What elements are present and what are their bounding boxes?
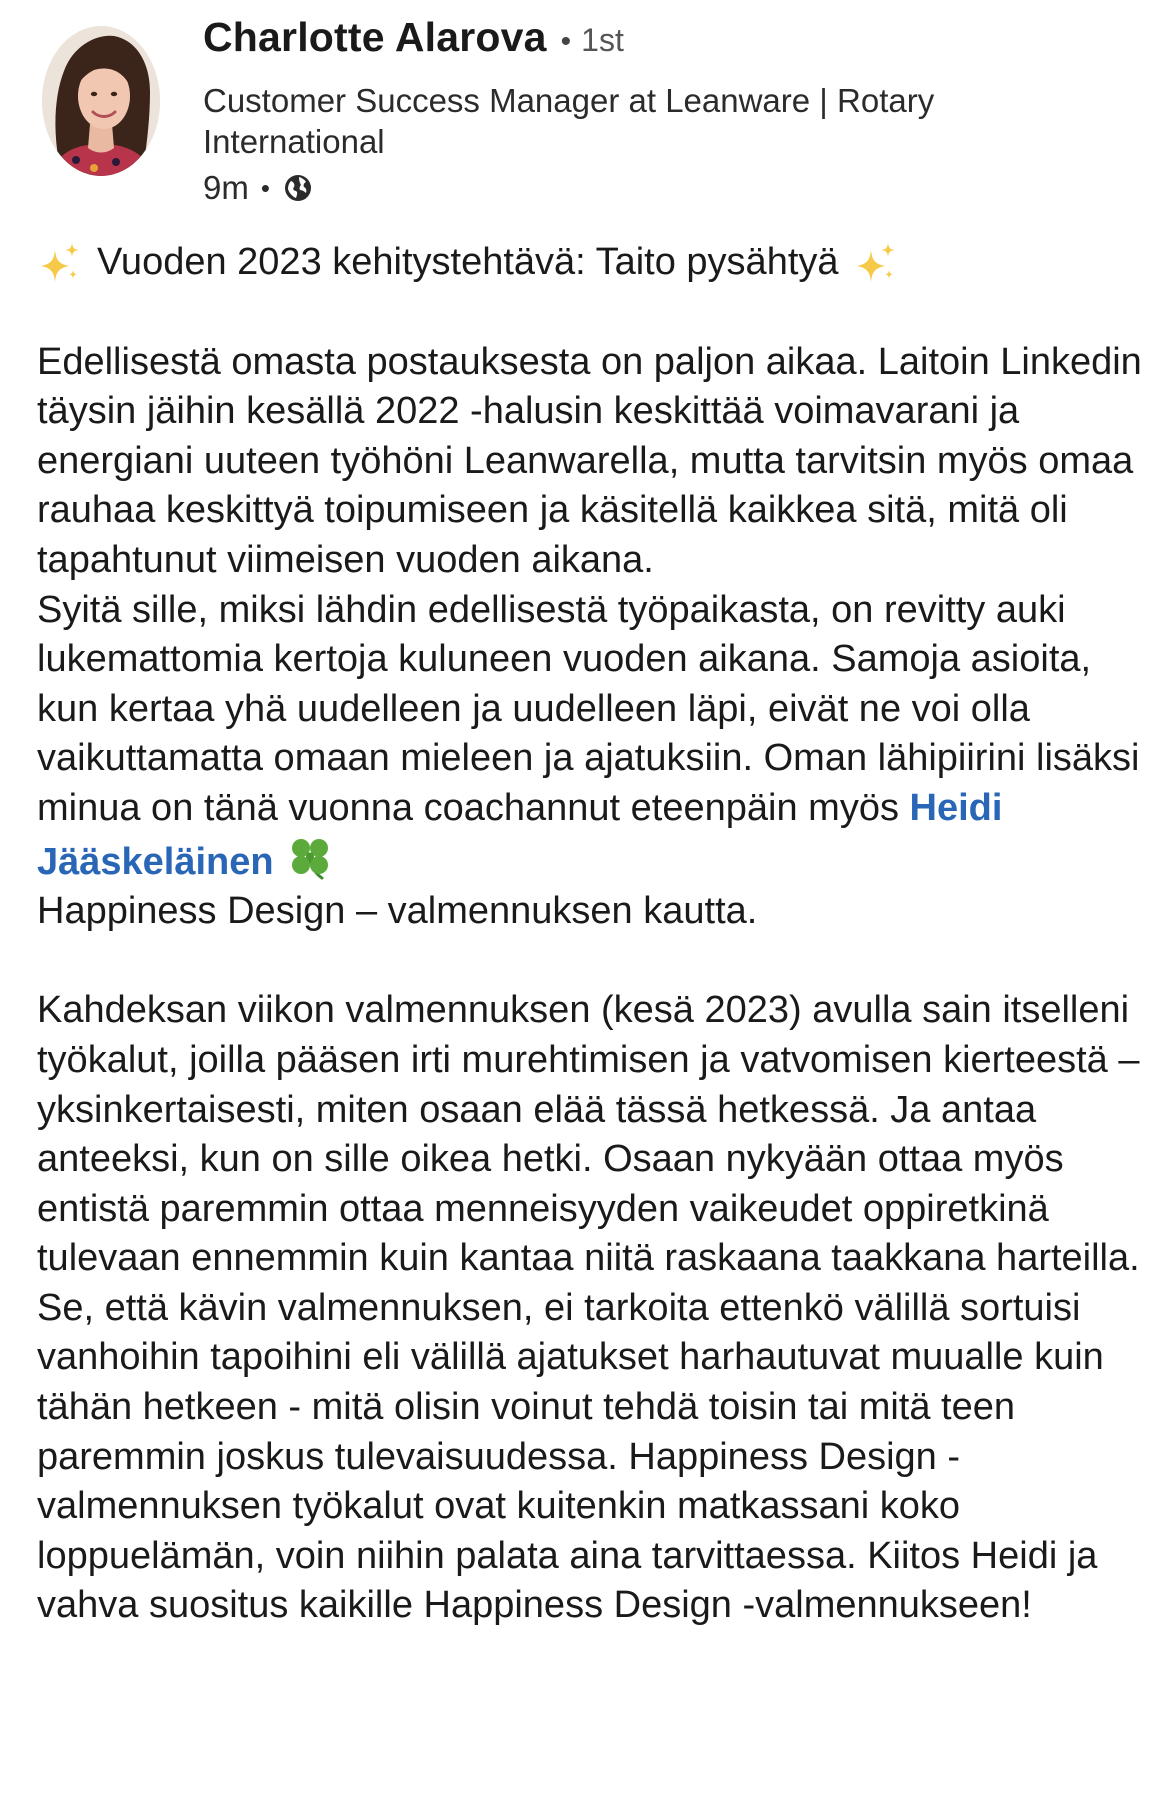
post-time: 9m — [203, 169, 249, 206]
sparkle-icon — [37, 240, 83, 286]
post-title: Vuoden 2023 kehitystehtävä: Taito pysähtyä — [97, 241, 839, 284]
author-block — [203, 14, 1123, 208]
post-title-line — [37, 238, 1147, 288]
globe-icon — [282, 172, 314, 204]
post-header — [0, 0, 1170, 206]
degree-separator: • — [560, 25, 572, 58]
connection-degree: 1st — [581, 22, 624, 58]
post-paragraph-2 — [37, 586, 1147, 937]
post-paragraph-2-ending: Happiness Design – valmennuksen kautta. — [37, 890, 758, 933]
paragraph-gap — [37, 937, 1147, 987]
author-headline: Customer Success Manager at Leanware | Rotary International — [203, 82, 935, 160]
mention-link[interactable]: Heidi Jääskeläinen — [37, 786, 1003, 883]
post-meta — [203, 168, 1123, 208]
avatar[interactable] — [42, 26, 160, 176]
sparkle-icon — [853, 240, 899, 286]
meta-separator: • — [260, 172, 270, 203]
post-paragraph-1: Edellisestä omasta postauksesta on paljon aikaa. Laitoin Linkedin täysin jäihin kesällä 2022 -halusin keskittää voimavarani ja energiani uuteen työhöni Leanwarella, mutta tarvitsin myös omaa rauhaa keskittyä toipumiseen ja käsitellä kaikkea sitä, mitä oli tapahtunut viimeisen vuoden aikana. — [37, 340, 1142, 581]
post-body — [37, 238, 1147, 1631]
author-line — [203, 14, 1123, 76]
author-name[interactable]: Charlotte Alarova — [203, 14, 547, 60]
post-paragraph-2-text: Syitä sille, miksi lähdin edellisestä työpaikasta, on revitty auki lukemattomia kertoja kuluneen vuoden aikana. Samoja asioita, kun kertaa yhä uudelleen ja uudelleen läpi, eivät ne voi olla vaikuttamatta omaan mieleen ja ajatuksiin. Oman lähipiirini lisäksi minua on tänä vuonna coachannut eteenpäin myös — [37, 588, 1140, 829]
clover-icon — [286, 834, 334, 882]
post-paragraph-3: Kahdeksan viikon valmennuksen (kesä 2023) avulla sain itselleni työkalut, joilla pääsen irti murehtimisen ja vatvomisen kierteestä – yksinkertaisesti, miten osaan elää tässä hetkessä. Ja antaa anteeksi, kun on sille oikea hetki. Osaan nykyään ottaa myös entistä paremmin ottaa menneisyyden vaikeudet oppiretkinä tulevaan ennemmin kuin kantaa niitä raskaana taakkana harteilla. Se, että kävin valmennuksen, ei tarkoita ettenkö välillä sortuisi vanhoihin tapoihini eli välillä ajatukset harhautuvat muualle kuin tähän hetkeen - mitä olisin voinut tehdä toisin tai mitä teen paremmin joskus tulevaisuudessa. Happiness Design -valmennuksen työkalut ovat kuitenkin matkassani koko loppuelämän, voin niihin palata aina tarvittaessa. Kiitos Heidi ja vahva suositus kaikille Happiness Design -valmennukseen! — [37, 989, 1140, 1627]
